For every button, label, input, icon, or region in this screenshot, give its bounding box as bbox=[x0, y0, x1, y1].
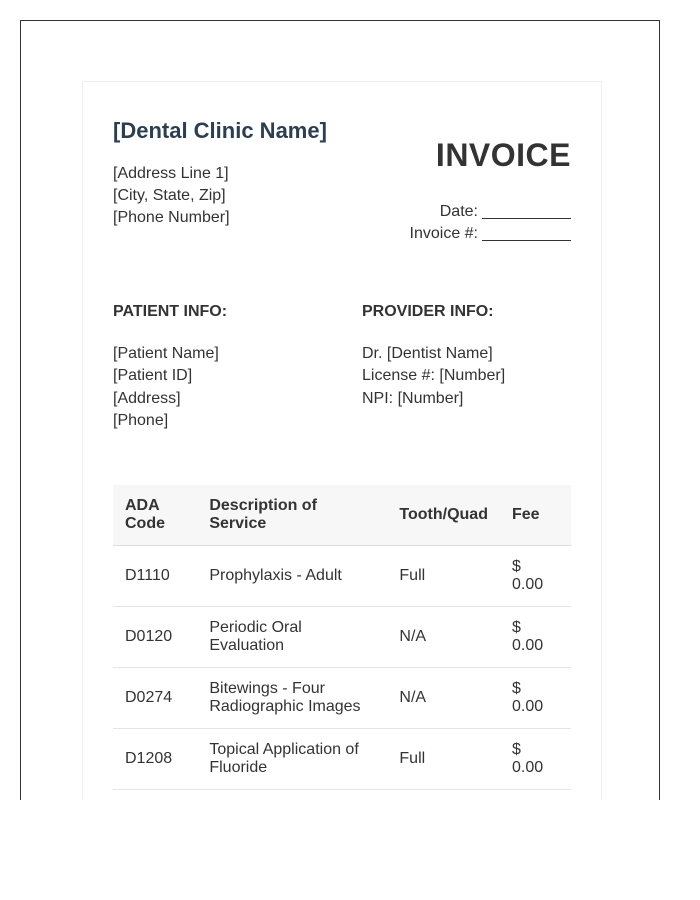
date-label: Date: bbox=[439, 203, 478, 220]
clinic-address bbox=[113, 163, 230, 229]
invoice-meta bbox=[410, 201, 571, 245]
invoice-number-row bbox=[410, 223, 571, 245]
provider-dentist-name: Dr. [Dentist Name] bbox=[362, 345, 493, 362]
row-ada-code: D0120 bbox=[113, 607, 197, 668]
table-row bbox=[113, 668, 571, 729]
table-row bbox=[113, 546, 571, 607]
table-row bbox=[113, 607, 571, 668]
invoice-number-label: Invoice #: bbox=[409, 225, 478, 242]
clinic-address-line: [Address Line 1] bbox=[113, 165, 229, 182]
patient-info-heading: PATIENT INFO: bbox=[113, 303, 228, 320]
fee-currency: $ bbox=[511, 558, 521, 575]
row-fee bbox=[500, 546, 571, 607]
page-frame bbox=[20, 20, 660, 800]
fee-amount: 0.00 bbox=[511, 759, 544, 776]
row-ada-code: D0274 bbox=[113, 668, 197, 729]
fee-amount: 0.00 bbox=[511, 576, 544, 593]
row-tooth-quad: Full bbox=[387, 729, 500, 790]
table-row bbox=[113, 729, 571, 790]
row-ada-code: D1110 bbox=[113, 546, 197, 607]
table-header-row bbox=[113, 485, 571, 546]
fee-currency: $ bbox=[511, 619, 521, 636]
clinic-phone-line: [Phone Number] bbox=[113, 209, 230, 226]
patient-info bbox=[113, 301, 353, 432]
fee-amount: 0.00 bbox=[511, 637, 544, 654]
row-tooth-quad: N/A bbox=[387, 668, 500, 729]
invoice-number-blank-line bbox=[482, 224, 571, 241]
patient-id: [Patient ID] bbox=[113, 367, 193, 385]
services-table bbox=[113, 485, 571, 790]
row-ada-code: D1208 bbox=[113, 729, 197, 790]
patient-name: [Patient Name] bbox=[113, 345, 219, 362]
date-blank-line bbox=[482, 202, 571, 219]
row-tooth-quad: N/A bbox=[387, 607, 500, 668]
patient-info-lines bbox=[113, 343, 353, 432]
header-fee: Fee bbox=[500, 485, 571, 546]
patient-phone: [Phone] bbox=[113, 411, 169, 429]
clinic-name: [Dental Clinic Name] bbox=[113, 118, 327, 143]
provider-info-lines bbox=[362, 343, 602, 410]
invoice-title: INVOICE bbox=[435, 137, 571, 173]
provider-license: License #: [Number] bbox=[362, 367, 506, 385]
provider-info bbox=[362, 301, 602, 410]
clinic-city-line: [City, State, Zip] bbox=[113, 187, 226, 204]
row-fee bbox=[500, 668, 571, 729]
fee-amount: 0.00 bbox=[511, 698, 544, 715]
header-description: Description of Service bbox=[197, 485, 387, 546]
row-description: Periodic Oral Evaluation bbox=[197, 607, 387, 668]
header-tooth-quad: Tooth/Quad bbox=[387, 485, 500, 546]
provider-info-heading: PROVIDER INFO: bbox=[362, 303, 494, 320]
row-fee bbox=[500, 729, 571, 790]
row-tooth-quad: Full bbox=[387, 546, 500, 607]
row-fee bbox=[500, 607, 571, 668]
row-description: Topical Application of Fluoride bbox=[197, 729, 387, 790]
patient-address: [Address] bbox=[113, 389, 181, 407]
fee-currency: $ bbox=[511, 680, 521, 697]
provider-npi: NPI: [Number] bbox=[362, 389, 464, 407]
invoice-card bbox=[82, 81, 602, 800]
row-description: Prophylaxis - Adult bbox=[197, 546, 387, 607]
fee-currency: $ bbox=[511, 741, 521, 758]
date-row bbox=[410, 201, 571, 223]
header-ada-code: ADA Code bbox=[113, 485, 197, 546]
row-description: Bitewings - Four Radiographic Images bbox=[197, 668, 387, 729]
